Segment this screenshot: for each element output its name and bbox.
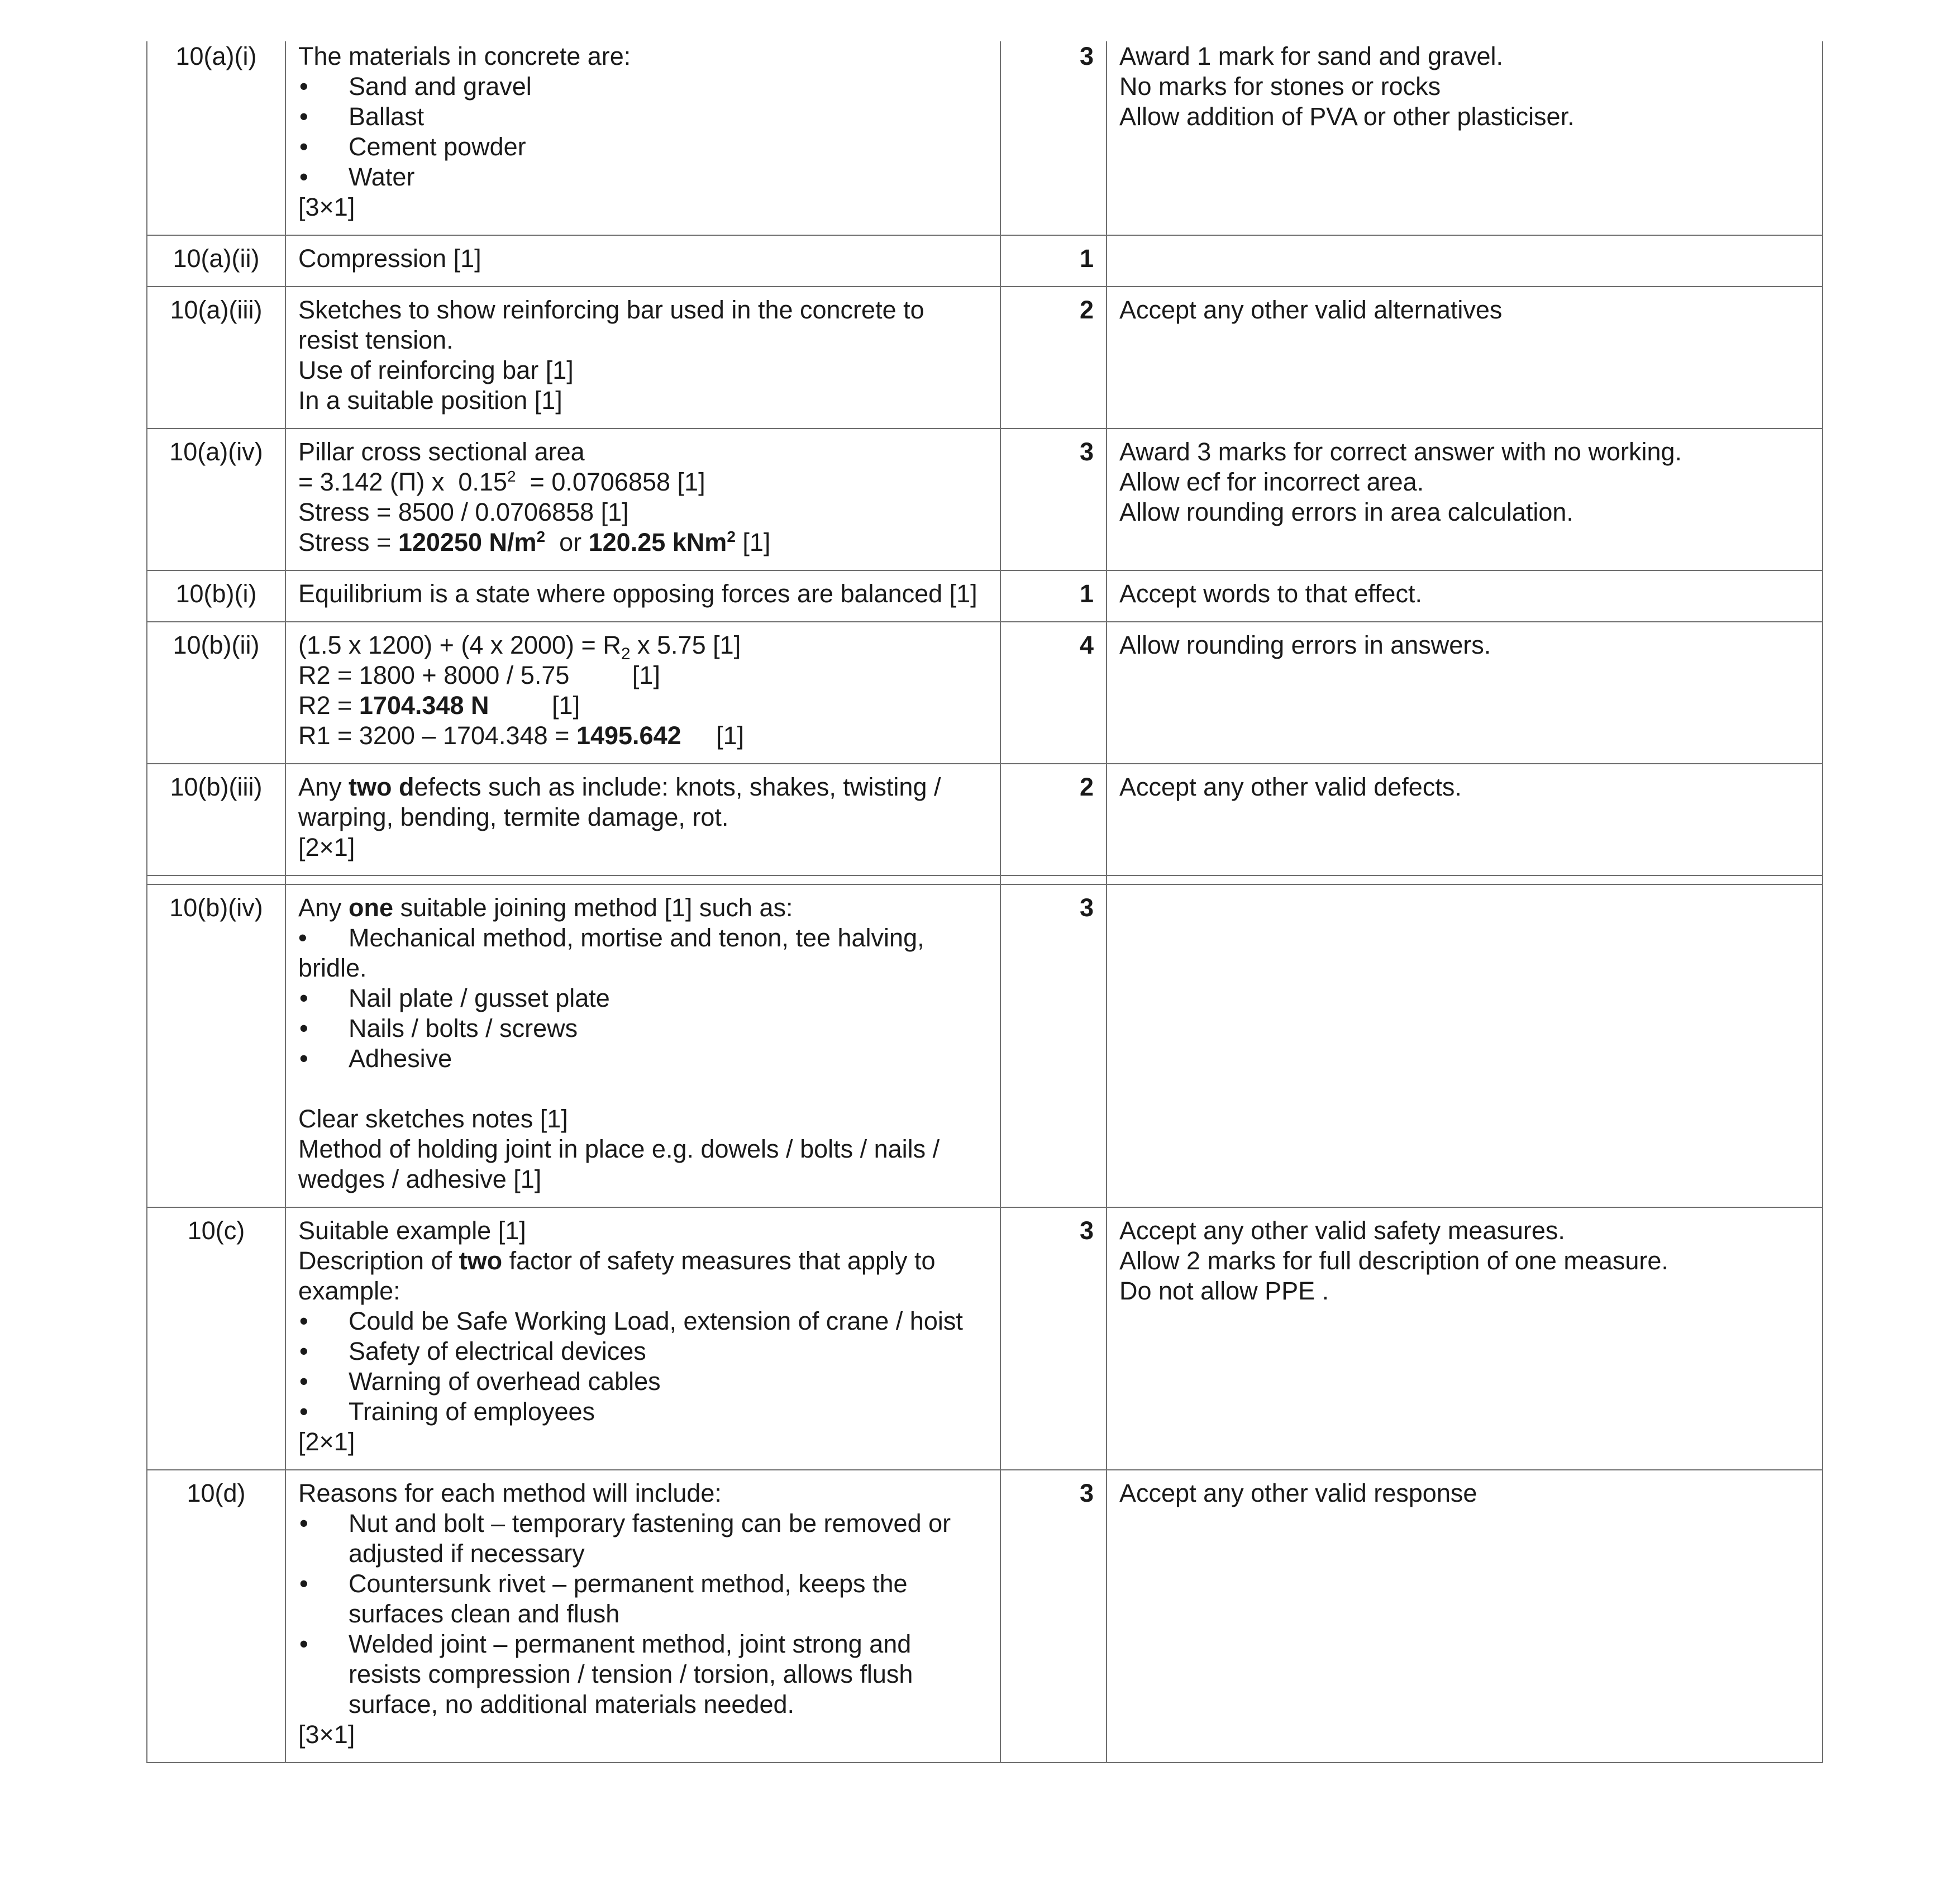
guidance-text: Accept any other valid alternatives bbox=[1119, 296, 1503, 324]
superscript: 2 bbox=[536, 528, 546, 545]
answer-fragment: 120.25 kNm bbox=[588, 528, 727, 556]
table-row bbox=[147, 1207, 1823, 1470]
bullet-item: • Nut and bolt – temporary fastening can be removed or adjusted if necessary bbox=[298, 1508, 988, 1569]
guidance-cell bbox=[1107, 41, 1823, 235]
answer-text bbox=[298, 893, 988, 923]
answer-text: Stress = 8500 / 0.0706858 [1] bbox=[298, 498, 629, 526]
answer-cell bbox=[285, 287, 1000, 429]
question-number: 10(c) bbox=[147, 1207, 285, 1470]
answer-fragment: [1] bbox=[735, 528, 771, 556]
guidance-text: Allow addition of PVA or other plasticiser. bbox=[1119, 102, 1575, 131]
bullet-item: • Warning of overhead cables bbox=[298, 1367, 988, 1397]
answer-cell bbox=[285, 1470, 1000, 1763]
answer-fragment: = 3.142 (Π) x 0.15 bbox=[298, 468, 507, 496]
marks-cell: 1 bbox=[1000, 235, 1107, 287]
marks-cell: 2 bbox=[1000, 764, 1107, 875]
answer-text: R2 = 1800 + 8000 / 5.75 [1] bbox=[298, 661, 660, 689]
bullet-item: • Nails / bolts / screws bbox=[298, 1013, 988, 1044]
bullet-item: • Welded joint – permanent method, joint strong and resists compression / tension / torsion, allows flush surface, no additional materials needed. bbox=[298, 1629, 988, 1720]
answer-fragment: efects such as include: knots, shakes, twisting / warping, bending, termite damage, rot. bbox=[298, 773, 948, 831]
answer-text bbox=[298, 1246, 988, 1306]
bullet-item: • Water bbox=[298, 162, 988, 192]
answer-text bbox=[298, 630, 988, 663]
marks-cell: 3 bbox=[1000, 1470, 1107, 1763]
guidance-text: Allow rounding errors in area calculation. bbox=[1119, 498, 1573, 526]
answer-fragment: Description of bbox=[298, 1246, 459, 1275]
answer-fragment: Stress = bbox=[298, 528, 398, 556]
guidance-text: Accept any other valid safety measures. bbox=[1119, 1216, 1565, 1245]
answer-cell bbox=[285, 764, 1000, 875]
answer-text: Use of reinforcing bar [1] bbox=[298, 356, 574, 384]
answer-text: Suitable example [1] bbox=[298, 1216, 526, 1245]
answer-fragment: or bbox=[545, 528, 589, 556]
bullet-item: • Could be Safe Working Load, extension of crane / hoist bbox=[298, 1306, 988, 1336]
answer-fragment: R1 = 3200 – 1704.348 = bbox=[298, 721, 576, 750]
marks-cell: 1 bbox=[1000, 570, 1107, 622]
marks-cell: 3 bbox=[1000, 1207, 1107, 1470]
guidance-text: Do not allow PPE . bbox=[1119, 1277, 1329, 1305]
superscript: 2 bbox=[727, 528, 736, 545]
answer-bold: one bbox=[349, 893, 394, 922]
marks-cell: 4 bbox=[1000, 622, 1107, 764]
answer-text: Reasons for each method will include: bbox=[298, 1479, 722, 1507]
answer-bold: two bbox=[459, 1246, 503, 1275]
answer-fragment: R2 = bbox=[298, 691, 359, 720]
answer-bold bbox=[589, 528, 736, 556]
guidance-cell bbox=[1107, 287, 1823, 429]
answer-fragment: factor of safety measures that apply to example: bbox=[298, 1246, 943, 1305]
guidance-cell bbox=[1107, 1470, 1823, 1763]
table-row bbox=[147, 764, 1823, 875]
question-number: 10(b)(iii) bbox=[147, 764, 285, 875]
question-number: 10(b)(iv) bbox=[147, 884, 285, 1207]
guidance-cell bbox=[1107, 1207, 1823, 1470]
mark-scheme-table bbox=[146, 41, 1823, 1763]
question-number: 10(b)(i) bbox=[147, 570, 285, 622]
guidance-text: Award 3 marks for correct answer with no working. bbox=[1119, 437, 1682, 466]
answer-fragment: [1] bbox=[489, 691, 580, 720]
answer-fragment: = 0.0706858 [1] bbox=[516, 468, 705, 496]
answer-text bbox=[298, 691, 988, 721]
answer-fragment: Any bbox=[298, 893, 349, 922]
marks-cell: 2 bbox=[1000, 287, 1107, 429]
marks-cell: 3 bbox=[1000, 41, 1107, 235]
answer-text: [2×1] bbox=[298, 833, 355, 861]
answer-fragment: x 5.75 [1] bbox=[630, 631, 741, 659]
guidance-text: Allow ecf for incorrect area. bbox=[1119, 468, 1424, 496]
answer-text: In a suitable position [1] bbox=[298, 386, 562, 415]
bullet-item: • Cement powder bbox=[298, 132, 988, 162]
answer-text: Clear sketches notes [1] bbox=[298, 1105, 568, 1133]
answer-cell bbox=[285, 884, 1000, 1207]
bullet-item: • Nail plate / gusset plate bbox=[298, 983, 988, 1013]
answer-fragment: (1.5 x 1200) + (4 x 2000) = R bbox=[298, 631, 621, 659]
answer-text: [3×1] bbox=[298, 1720, 355, 1749]
bullet-item: • Safety of electrical devices bbox=[298, 1336, 988, 1367]
table-row bbox=[147, 1470, 1823, 1763]
answer-fragment: Any bbox=[298, 773, 349, 801]
answer-text bbox=[298, 772, 988, 832]
table-row bbox=[147, 235, 1823, 287]
bullet-item: • Training of employees bbox=[298, 1397, 988, 1427]
table-row bbox=[147, 570, 1823, 622]
answer-cell bbox=[285, 1207, 1000, 1470]
question-number: 10(b)(ii) bbox=[147, 622, 285, 764]
question-number: 10(a)(i) bbox=[147, 41, 285, 235]
separator-cell bbox=[1000, 875, 1107, 884]
answer-bold: 1704.348 N bbox=[359, 691, 489, 720]
answer-text: Sketches to show reinforcing bar used in the concrete to resist tension. bbox=[298, 296, 932, 354]
bullet-item: • Countersunk rivet – permanent method, keeps the surfaces clean and flush bbox=[298, 1569, 988, 1629]
answer-text: [2×1] bbox=[298, 1427, 355, 1456]
table-row bbox=[147, 287, 1823, 429]
bullet-item: • Mechanical method, mortise and tenon, tee halving, bridle. bbox=[298, 923, 988, 983]
table-row bbox=[147, 884, 1823, 1207]
answer-bold: two d bbox=[349, 773, 414, 801]
guidance-cell bbox=[1107, 764, 1823, 875]
separator-cell bbox=[1107, 875, 1823, 884]
superscript: 2 bbox=[507, 468, 516, 485]
bullet-item: • Ballast bbox=[298, 102, 988, 132]
answer-cell bbox=[285, 41, 1000, 235]
guidance-text: Allow 2 marks for full description of one measure. bbox=[1119, 1246, 1668, 1275]
table-row bbox=[147, 41, 1823, 235]
answer-fragment: 120250 N/m bbox=[398, 528, 537, 556]
question-number: 10(a)(ii) bbox=[147, 235, 285, 287]
answer-bold: 1495.642 bbox=[576, 721, 681, 750]
guidance-text: Accept words to that effect. bbox=[1119, 579, 1422, 608]
guidance-text: Allow rounding errors in answers. bbox=[1119, 631, 1491, 659]
answer-text: Pillar cross sectional area bbox=[298, 437, 585, 466]
question-number: 10(a)(iii) bbox=[147, 287, 285, 429]
guidance-cell bbox=[1107, 429, 1823, 570]
question-number: 10(d) bbox=[147, 1470, 285, 1763]
answer-cell bbox=[285, 622, 1000, 764]
answer-text: [3×1] bbox=[298, 193, 355, 221]
answer-fragment: suitable joining method [1] such as: bbox=[393, 893, 793, 922]
bullet-item: • Adhesive bbox=[298, 1044, 988, 1074]
subscript: 2 bbox=[621, 645, 631, 663]
answer-cell bbox=[285, 429, 1000, 570]
answer-text: Equilibrium is a state where opposing forces are balanced [1] bbox=[298, 579, 977, 608]
answer-fragment: [1] bbox=[681, 721, 745, 750]
guidance-text: No marks for stones or rocks bbox=[1119, 72, 1441, 101]
answer-text: Method of holding joint in place e.g. dowels / bolts / nails / wedges / adhesive [1] bbox=[298, 1135, 947, 1193]
marks-cell: 3 bbox=[1000, 429, 1107, 570]
guidance-cell bbox=[1107, 622, 1823, 764]
answer-cell bbox=[285, 235, 1000, 287]
marks-cell: 3 bbox=[1000, 884, 1107, 1207]
answer-text bbox=[298, 527, 988, 558]
guidance-cell bbox=[1107, 235, 1823, 287]
answer-text: Compression [1] bbox=[298, 244, 481, 273]
guidance-cell bbox=[1107, 884, 1823, 1207]
row-separator bbox=[147, 875, 1823, 884]
answer-text bbox=[298, 467, 988, 497]
guidance-text: Award 1 mark for sand and gravel. bbox=[1119, 42, 1504, 70]
table-row bbox=[147, 622, 1823, 764]
table-row bbox=[147, 429, 1823, 570]
answer-cell bbox=[285, 570, 1000, 622]
guidance-text: Accept any other valid response bbox=[1119, 1479, 1477, 1507]
question-number: 10(a)(iv) bbox=[147, 429, 285, 570]
guidance-text: Accept any other valid defects. bbox=[1119, 773, 1462, 801]
answer-text bbox=[298, 721, 988, 751]
separator-cell bbox=[147, 875, 285, 884]
answer-text: The materials in concrete are: bbox=[298, 42, 631, 70]
guidance-cell bbox=[1107, 570, 1823, 622]
separator-cell bbox=[285, 875, 1000, 884]
answer-bold bbox=[398, 528, 545, 556]
bullet-item: • Sand and gravel bbox=[298, 72, 988, 102]
